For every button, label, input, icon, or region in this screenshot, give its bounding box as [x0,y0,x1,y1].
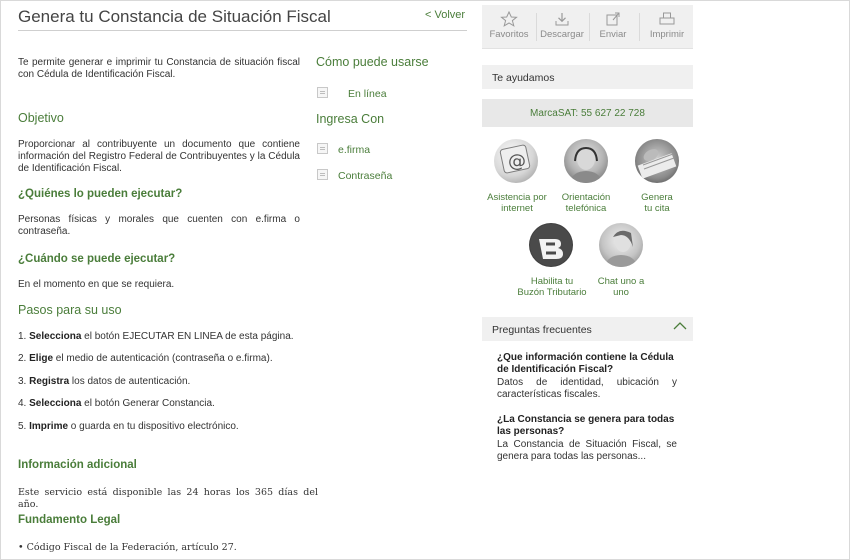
genera-cita-button[interactable] [635,139,679,183]
faq-question[interactable]: ¿Que información contiene la Cédula de Identificación Fiscal? [497,352,674,375]
step-item [18,398,215,409]
page-title: Genera tu Constancia de Situación Fiscal [18,7,331,26]
info-adicional-text: Este servicio está disponible las 24 horas los 365 días del año. [18,487,318,510]
step-number: 3. [18,376,27,387]
ingresa-heading: Ingresa Con [316,112,385,126]
quienes-text: Personas físicas y morales que cuenten con e.firma o contraseña. [18,214,300,237]
back-link[interactable]: < Volver [425,9,466,21]
step-number: 5. [18,421,27,432]
como-heading: Cómo puede usarse [316,55,429,69]
service-label-line: tu cita [644,203,670,214]
star-icon [500,11,518,27]
step-item [18,353,273,364]
service-label-line: Buzón Tributario [517,287,587,298]
chat-uno-a-uno-label[interactable] [581,276,661,298]
print-icon [658,11,676,27]
service-label-line: internet [501,203,533,214]
chevron-up-icon[interactable] [673,321,687,334]
service-label-line: Asistencia por [487,192,547,203]
step-text: los datos de autenticación. [69,376,191,387]
service-label-line: Genera [641,192,673,203]
toolbar-divider [589,13,590,41]
title-divider [18,30,467,31]
service-label-line: telefónica [565,203,607,214]
step-number: 1. [18,331,27,342]
genera-cita-label[interactable] [617,192,697,214]
step-verb: Selecciona [29,398,82,409]
marcasat-phone[interactable]: MarcaSAT: 55 627 22 728 [482,99,693,127]
service-label-line: Habilita tu [530,276,574,287]
contrasena-link[interactable]: Contraseña [338,170,393,182]
intro-text: Te permite generar e imprimir tu Constancia de situación fiscal con Cédula de Identificación Fiscal. [18,57,300,80]
step-verb: Imprime [29,421,69,432]
step-number: 2. [18,353,27,364]
toolbar-divider [639,13,640,41]
quienes-heading: ¿Quiénes lo pueden ejecutar? [18,188,183,200]
favoritos-button[interactable] [487,5,531,49]
toolbar-divider [536,13,537,41]
step-text: el medio de autenticación (contraseña o e.firma). [53,353,273,364]
svg-text:@: @ [508,151,526,172]
preguntas-frecuentes-label: Preguntas frecuentes [492,324,592,336]
step-text: o guarda en tu dispositivo electrónico. [68,421,239,432]
service-label-line: Orientación [561,192,611,203]
cuando-heading: ¿Cuándo se puede ejecutar? [18,253,176,265]
step-verb: Elige [29,353,54,364]
step-text: el botón EJECUTAR EN LINEA de esta página. [81,331,294,342]
step-text: el botón Generar Constancia. [81,398,215,409]
fundamento-text: • Código Fiscal de la Federación, artículo 27. [18,542,237,553]
objetivo-text: Proporcionar al contribuyente un documento que contiene información del Registro Federal de Contribuyentes y la Cédula de Identificación Fiscal. [18,139,300,174]
step-verb: Registra [29,376,70,387]
faq-answer: Datos de identidad, ubicación y características fiscales. [497,377,677,400]
imprimir-label: Imprimir [649,29,685,40]
chat-icon [599,223,643,267]
asistencia-internet-button[interactable] [494,139,538,183]
step-item [18,331,294,342]
action-toolbar [482,5,693,49]
efirma-link[interactable]: e.firma [338,144,371,156]
send-icon [604,11,622,27]
buzon-tributario-label[interactable] [512,276,592,298]
orientacion-telefonica-label[interactable] [546,192,626,214]
favoritos-label: Favoritos [489,29,529,40]
document-icon [317,169,328,180]
service-label-line: uno [613,287,629,298]
objetivo-heading: Objetivo [18,111,64,125]
document-icon [317,87,328,98]
step-number: 4. [18,398,27,409]
enviar-label: Enviar [599,29,627,40]
document-icon [317,143,328,154]
chat-uno-a-uno-button[interactable] [599,223,643,267]
descargar-button[interactable] [538,5,586,49]
te-ayudamos-header: Te ayudamos [482,65,693,89]
keyboard-icon [635,139,679,183]
en-linea-link[interactable]: En línea [348,88,387,100]
at-sign-icon [494,139,538,183]
buzon-icon [529,223,573,267]
faq-question[interactable]: ¿La Constancia se genera para todas las personas? [497,414,675,437]
step-item [18,376,190,387]
imprimir-button[interactable] [643,5,691,49]
descargar-label: Descargar [540,29,584,40]
orientacion-telefonica-button[interactable] [564,139,608,183]
pasos-heading: Pasos para su uso [18,303,122,317]
step-verb: Selecciona [29,331,82,342]
asistencia-internet-label[interactable] [477,192,557,214]
fundamento-heading: Fundamento Legal [18,514,121,526]
headset-icon [564,139,608,183]
info-adicional-heading: Información adicional [18,459,137,471]
buzon-tributario-button[interactable] [529,223,573,267]
faq-answer: La Constancia de Situación Fiscal, se genera para todas las personas... [497,439,677,462]
step-item [18,421,239,432]
preguntas-frecuentes-header[interactable] [482,317,693,341]
service-label-line: Chat uno a [597,276,645,287]
enviar-button[interactable] [591,5,635,49]
cuando-text: En el momento en que se requiera. [18,279,175,290]
download-icon [553,11,571,27]
